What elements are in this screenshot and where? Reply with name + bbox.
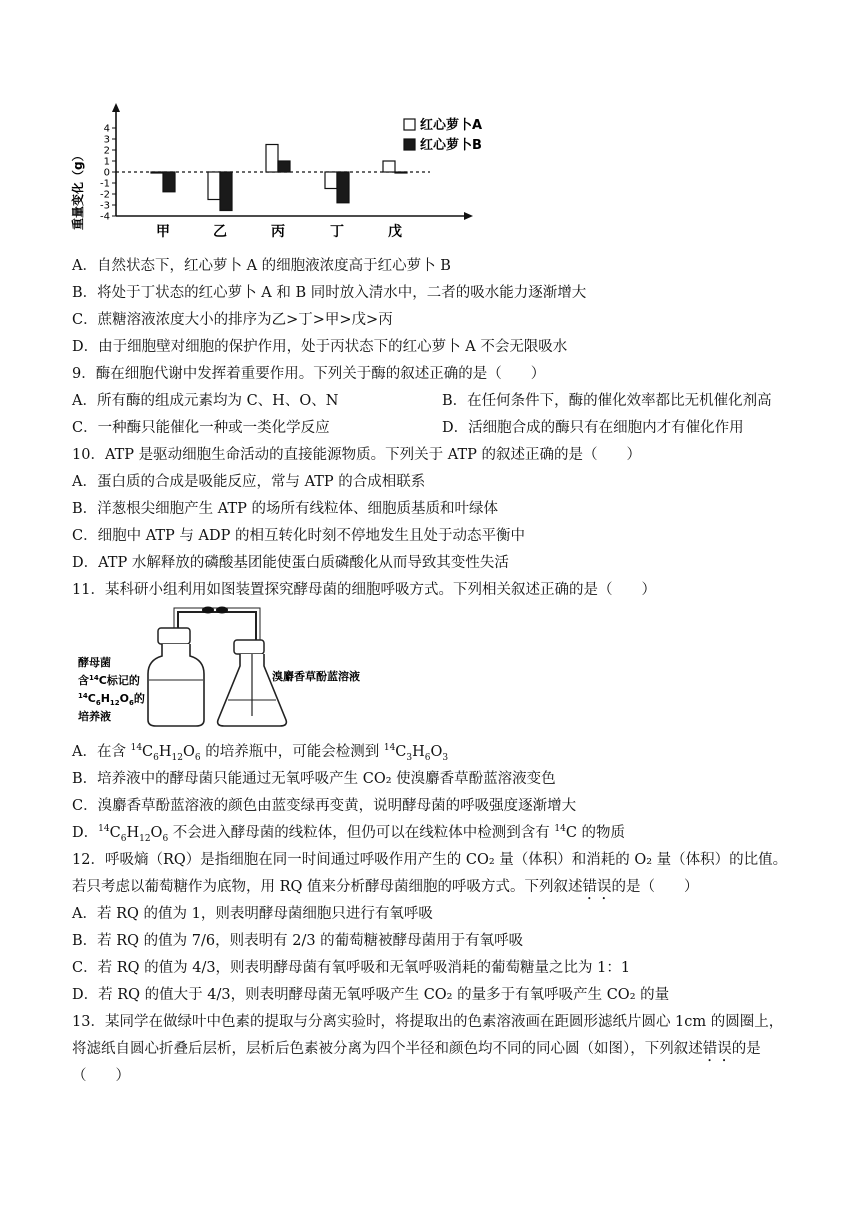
bar-b-0 bbox=[163, 172, 175, 192]
legend-swatch-b bbox=[404, 139, 415, 150]
q10-option-a: A．蛋白质的合成是吸能反应，常与 ATP 的合成相联系 bbox=[72, 474, 426, 490]
y-tick-label: 1 bbox=[103, 156, 110, 168]
left-culture-bottle bbox=[148, 644, 204, 726]
q9-row-ab bbox=[72, 391, 772, 411]
legend-label-b: 红心萝卜B bbox=[420, 138, 482, 153]
chart-legend bbox=[404, 117, 482, 153]
q10-stem: 10．ATP 是驱动细胞生命活动的直接能源物质。下列关于 ATP 的叙述正确的是（ ） bbox=[72, 447, 641, 463]
q11-option-d: D．$^{14}C_6H_{12}O_6$ 不会进入酵母菌的线粒体，但仍可以在线粒体中检测到含有 $^{14}$C 的物质 bbox=[72, 824, 626, 844]
bar-a-4 bbox=[383, 161, 395, 172]
bar-b-3 bbox=[337, 172, 349, 203]
q11-stem: 11．某科研小组利用如图装置探究酵母菌的细胞呼吸方式。下列相关叙述正确的是（ ） bbox=[72, 582, 656, 598]
y-tick-label: -4 bbox=[100, 211, 110, 223]
label-yeast: 酵母菌 bbox=[78, 656, 111, 669]
q9-option-c: C．一种酶只能催化一种或一类化学反应 bbox=[72, 420, 330, 436]
y-tick-label: 4 bbox=[103, 123, 110, 135]
bar-a-2 bbox=[266, 145, 278, 173]
q8-option-b: B．将处于丁状态的红心萝卜 A 和 B 同时放入清水中，二者的吸水能力逐渐增大 bbox=[72, 285, 587, 301]
label-glucose: $^{14}C_6H_{12}O_6$的 bbox=[78, 692, 145, 707]
y-tick-label: 2 bbox=[103, 145, 110, 157]
y-axis-arrow bbox=[112, 103, 120, 112]
y-tick-label: -2 bbox=[100, 189, 110, 201]
label-bromothymol: 溴麝香草酚蓝溶液 bbox=[272, 670, 360, 683]
bar-b-2 bbox=[278, 161, 290, 172]
q13-stem-line1: 13．某同学在做绿叶中色素的提取与分离实验时，将提取出的色素溶液画在距圆形滤纸片圆心 1cm 的圆圈上， bbox=[72, 1014, 784, 1030]
bar-b-4 bbox=[395, 172, 407, 173]
q12-option-d: D．若 RQ 的值大于 4/3，则表明酵母菌无氧呼吸产生 CO₂ 的量多于有氧呼吸产生 CO₂ 的量 bbox=[72, 987, 670, 1003]
label-c14: 含$^{14}$C标记的 bbox=[78, 674, 140, 687]
bar-a-3 bbox=[325, 172, 337, 189]
yeast-apparatus-figure bbox=[72, 604, 382, 734]
legend-label-a: 红心萝卜A bbox=[420, 118, 483, 133]
q8-option-a: A．自然状态下，红心萝卜 A 的细胞液浓度高于红心萝卜 B bbox=[72, 258, 451, 274]
q10-option-c: C．细胞中 ATP 与 ADP 的相互转化时刻不停地发生且处于动态平衡中 bbox=[72, 528, 525, 544]
x-category-label: 丙 bbox=[271, 224, 285, 240]
q12-stem-line1: 12．呼吸熵（RQ）是指细胞在同一时间通过呼吸作用产生的 CO₂ 量（体积）和消耗的 O₂ 量（体积）的比值。 bbox=[72, 852, 788, 868]
y-tick-label: -1 bbox=[100, 178, 110, 190]
q9-option-a: A．所有酶的组成元素均为 C、H、O、N bbox=[72, 393, 339, 409]
y-tick-label: 0 bbox=[103, 167, 110, 179]
q10-option-b: B．洋葱根尖细胞产生 ATP 的场所有线粒体、细胞质基质和叶绿体 bbox=[72, 501, 498, 517]
q12-option-c: C．若 RQ 的值为 4/3，则表明酵母菌有氧呼吸和无氧呼吸消耗的葡萄糖量之比为 1：1 bbox=[72, 960, 631, 976]
q11-option-c: C．溴麝香草酚蓝溶液的颜色由蓝变绿再变黄，说明酵母菌的呼吸强度逐渐增大 bbox=[72, 798, 577, 814]
q8-option-c: C．蔗糖溶液浓度大小的排序为乙>丁>甲>戊>丙 bbox=[72, 312, 393, 328]
q9-stem: 9．酶在细胞代谢中发挥着重要作用。下列关于酶的叙述正确的是（ ） bbox=[72, 366, 546, 382]
weight-change-chart bbox=[60, 98, 540, 248]
q9-option-b: B．在任何条件下，酶的催化效率都比无机催化剂高 bbox=[442, 393, 772, 409]
legend-swatch-a bbox=[404, 119, 415, 130]
bar-a-0 bbox=[151, 172, 163, 173]
x-category-label: 甲 bbox=[156, 224, 170, 240]
x-axis-arrow bbox=[464, 212, 473, 220]
q9-option-d: D．活细胞合成的酶只有在细胞内才有催化作用 bbox=[442, 420, 744, 436]
y-tick-label: 3 bbox=[103, 134, 110, 146]
chart-ylabel: 重量变化（g） bbox=[71, 149, 85, 230]
q8-option-d: D．由于细胞壁对细胞的保护作用，处于丙状态下的红心萝卜 A 不会无限吸水 bbox=[72, 339, 568, 355]
bar-b-1 bbox=[220, 172, 232, 211]
x-category-label: 乙 bbox=[213, 224, 227, 240]
q13-stem-line2: 将滤纸自圆心折叠后层析，层析后色素被分离为四个半径和颜色均不同的同心圆（如图），下列叙述错误的是 bbox=[72, 1041, 761, 1057]
label-culture: 培养液 bbox=[78, 710, 111, 723]
bar-a-1 bbox=[208, 172, 220, 200]
q12-option-b: B．若 RQ 的值为 7/6，则表明有 2/3 的葡萄糖被酵母菌用于有氧呼吸 bbox=[72, 933, 524, 949]
q12-stem-line2: 若只考虑以葡萄糖作为底物，用 RQ 值来分析酵母菌细胞的呼吸方式。下列叙述错误的是（ ） bbox=[72, 879, 699, 895]
tube-clamp-2 bbox=[216, 607, 228, 614]
q11-option-b: B．培养液中的酵母菌只能通过无氧呼吸产生 CO₂ 使溴麝香草酚蓝溶液变色 bbox=[72, 771, 556, 787]
x-category-label: 丁 bbox=[330, 224, 344, 240]
x-category-label: 戊 bbox=[388, 224, 402, 240]
y-tick-label: -3 bbox=[100, 200, 110, 212]
q12-option-a: A．若 RQ 的值为 1，则表明酵母菌细胞只进行有氧呼吸 bbox=[72, 906, 433, 922]
left-bottle-stopper bbox=[158, 628, 190, 644]
tube-clamp bbox=[202, 607, 214, 614]
right-flask-stopper bbox=[234, 640, 264, 654]
q10-option-d: D．ATP 水解释放的磷酸基团能使蛋白质磷酸化从而导致其变性失活 bbox=[72, 555, 509, 571]
q9-row-cd bbox=[72, 418, 744, 438]
q13-stem-line3: （ ） bbox=[72, 1068, 130, 1084]
q11-option-a: A．在含 $^{14}C_6H_{12}O_6$ 的培养瓶中，可能会检测到 $^{14}C_3H_6O_3$ bbox=[72, 743, 449, 763]
